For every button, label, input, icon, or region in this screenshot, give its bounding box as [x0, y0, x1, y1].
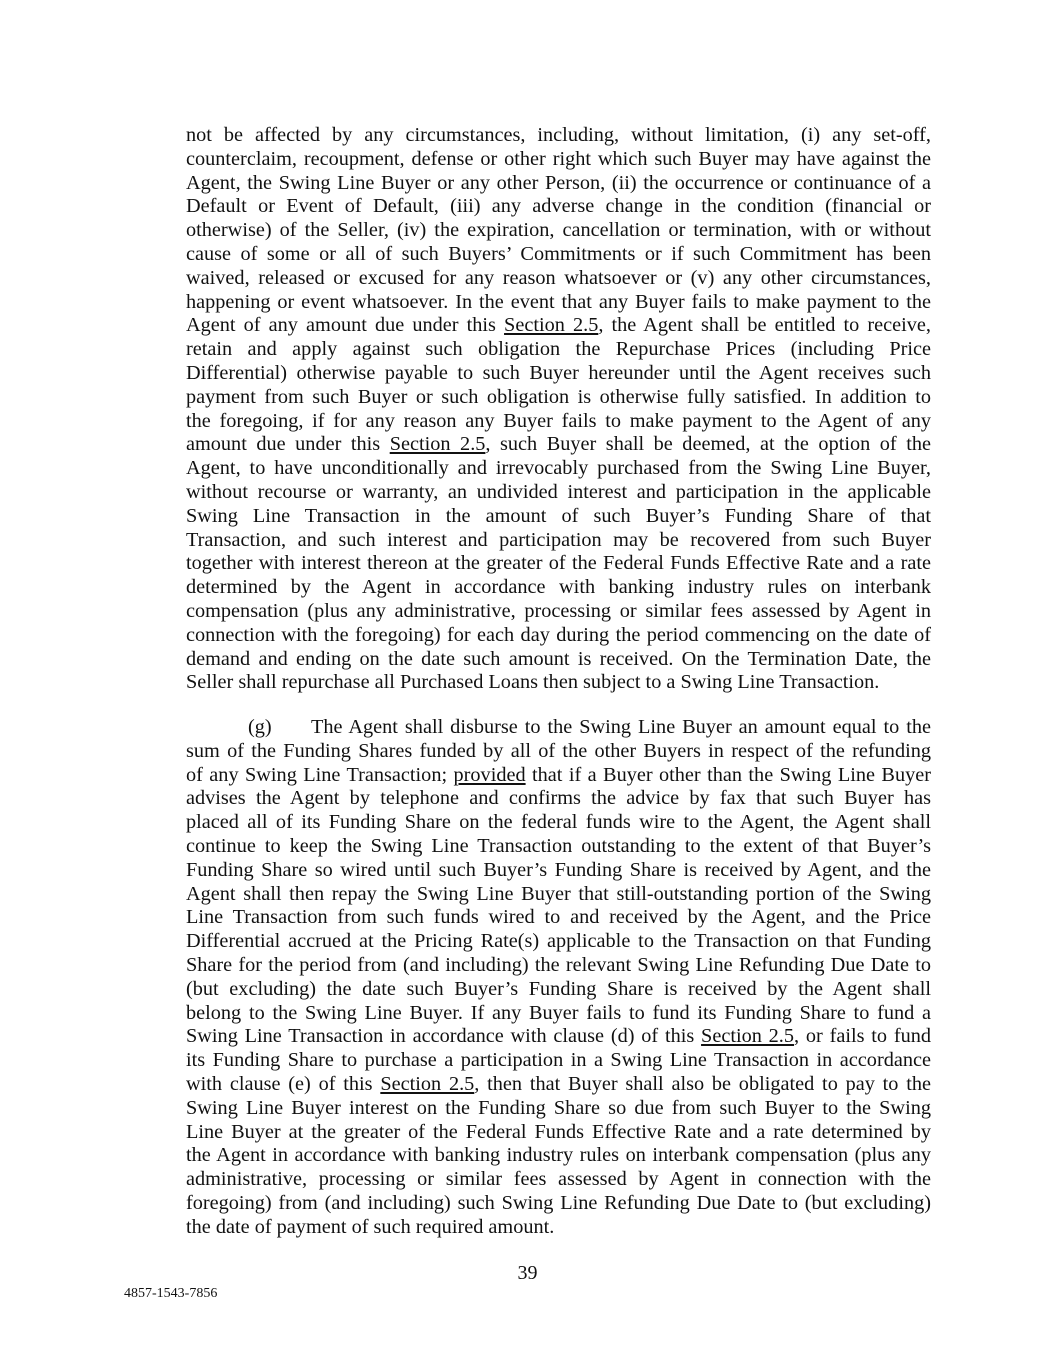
text-segment: administrative, processing or similar fees assessed by Agent in connection with the	[186, 1168, 931, 1191]
text-segment: Line Transaction from such funds wired to and received by the Agent, and the Price	[186, 906, 931, 929]
page-number: 39	[517, 1262, 538, 1284]
text-line	[186, 600, 931, 624]
text-line	[186, 859, 931, 883]
text-segment: of any Swing Line Transaction;	[186, 763, 454, 786]
text-segment: the date of payment of such required amount.	[186, 1215, 555, 1238]
text-segment: the Agent in accordance with banking industry rules on interbank compensation (plus any	[186, 1144, 931, 1167]
text-line	[186, 267, 931, 291]
text-line	[186, 787, 931, 811]
text-segment: not be affected by any circumstances, including, without limitation, (i) any set-off,	[186, 124, 931, 146]
text-segment: foregoing) from (and including) such Swing Line Refunding Due Date to (but excluding)	[186, 1191, 931, 1214]
text-segment: retain and apply against such obligation the Repurchase Prices (including Price	[186, 338, 931, 361]
text-line	[186, 906, 931, 930]
text-line	[186, 433, 931, 457]
text-segment: Swing Line Transaction in the amount of such Buyer’s Funding Share of that	[186, 504, 931, 527]
text-segment: together with interest thereon at the greater of the Federal Funds Effective Rate and a rate	[186, 552, 931, 575]
text-segment: belong to the Swing Line Buyer. If any Buyer fails to fund its Funding Share to fund a	[186, 1001, 931, 1024]
text-line	[186, 172, 931, 196]
text-segment: happening or event whatsoever. In the event that any Buyer fails to make payment to the	[186, 290, 931, 313]
text-segment: Line Buyer at the greater of the Federal Funds Effective Rate and a rate determined by	[186, 1120, 931, 1143]
text-segment: amount due under this	[186, 433, 390, 456]
text-line	[186, 624, 931, 648]
text-line	[186, 481, 931, 505]
text-line	[186, 529, 931, 553]
text-line	[186, 457, 931, 481]
text-line	[186, 1002, 931, 1026]
text-line	[186, 243, 931, 267]
text-segment: Share for the period from (and including) the relevant Swing Line Refunding Due Date to	[186, 953, 931, 976]
text-line	[186, 1049, 931, 1073]
text-segment: Seller shall repurchase all Purchased Loans then subject to a Swing Line Transaction.	[186, 671, 880, 694]
text-line	[186, 1144, 931, 1168]
text-segment: without recourse or warranty, an undivided interest and participation in the applicable	[186, 480, 931, 503]
text-line	[186, 386, 931, 410]
text-segment: Agent shall then repay the Swing Line Buyer that still-outstanding portion of the Swing	[186, 882, 931, 905]
section-reference: Section 2.5	[504, 314, 599, 337]
text-line	[186, 1192, 931, 1216]
paragraph-continuation	[186, 124, 931, 695]
text-segment: connection with the foregoing) for each day during the period commencing on the date of	[186, 623, 931, 646]
text-line	[186, 883, 931, 907]
text-segment: compensation (plus any administrative, processing or similar fees assessed by Agent in	[186, 599, 931, 622]
text-segment: placed all of its Funding Share on the federal funds wire to the Agent, the Agent shall	[186, 811, 931, 834]
text-segment: , such Buyer shall be deemed, at the option of the	[485, 433, 931, 456]
text-segment: Agent, the Swing Line Buyer or any other Person, (ii) the occurrence or continuance of a	[186, 171, 931, 194]
clause-label: (g)	[248, 716, 272, 738]
text-segment: cause of some or all of such Buyers’ Commitments or if such Commitment has been	[186, 242, 931, 265]
document-id: 4857-1543-7856	[124, 1286, 218, 1301]
text-line	[186, 1025, 931, 1049]
text-line	[186, 1097, 931, 1121]
text-segment: Differential) otherwise payable to such Buyer hereunder until the Agent receives such	[186, 361, 931, 384]
text-segment: , or fails to fund	[794, 1025, 932, 1048]
text-line	[186, 505, 931, 529]
text-segment: Default or Event of Default, (iii) any adverse change in the condition (financial or	[186, 195, 931, 218]
text-segment: Agent, to have unconditionally and irrevocably purchased from the Swing Line Buyer,	[186, 457, 931, 480]
text-segment: with clause (e) of this	[186, 1072, 381, 1095]
text-segment: (but excluding) the date such Buyer’s Funding Share is received by the Agent shall	[186, 977, 931, 1000]
text-segment: The Agent shall disburse to the Swing Line Buyer an amount equal to the	[311, 716, 931, 738]
text-segment: , then that Buyer shall also be obligated to pay to the	[474, 1072, 931, 1095]
text-segment: payment from such Buyer or such obligation is otherwise fully satisfied. In addition to	[186, 385, 931, 408]
text-segment: waived, released or excused for any reason whatsoever or (v) any other circumstances,	[186, 266, 931, 289]
text-line	[186, 1073, 931, 1097]
text-line	[186, 148, 931, 172]
text-line	[186, 1121, 931, 1145]
text-segment: , the Agent shall be entitled to receive,	[598, 314, 931, 337]
text-line	[186, 954, 931, 978]
text-line	[186, 576, 931, 600]
text-line	[186, 671, 931, 695]
text-segment: Transaction, and such interest and participation may be recovered from such Buyer	[186, 528, 931, 551]
text-segment: otherwise) of the Seller, (iv) the expiration, cancellation or termination, with or without	[186, 219, 931, 242]
text-line	[186, 410, 931, 434]
text-line	[186, 648, 931, 672]
section-reference: Section 2.5	[389, 433, 486, 456]
text-segment: Swing Line Buyer interest on the Funding Share so due from such Buyer to the Swing	[186, 1096, 931, 1119]
text-segment: counterclaim, recoupment, defense or other right which such Buyer may have against the	[186, 147, 931, 170]
text-line	[186, 314, 931, 338]
text-segment: Swing Line Transaction in accordance with clause (d) of this	[186, 1025, 702, 1048]
text-line	[186, 219, 931, 243]
text-segment: Agent of any amount due under this	[186, 314, 505, 337]
text-line	[186, 835, 931, 859]
text-line	[186, 552, 931, 576]
section-reference: Section 2.5	[380, 1072, 475, 1095]
text-line	[186, 1216, 931, 1240]
text-line	[186, 124, 931, 148]
text-line	[186, 740, 931, 764]
text-line	[186, 1168, 931, 1192]
text-segment: continue to keep the Swing Line Transaction outstanding to the extent of that Buyer’s	[186, 834, 931, 857]
text-segment: that if a Buyer other than the Swing Line Buyer	[525, 763, 931, 786]
section-reference: Section 2.5	[701, 1025, 795, 1048]
text-segment: Differential accrued at the Pricing Rate(s) applicable to the Transaction on that Funding	[186, 930, 931, 953]
text-segment: determined by the Agent in accordance with banking industry rules on interbank	[186, 576, 931, 599]
section-reference: provided	[453, 763, 526, 786]
paragraph-g	[186, 716, 931, 1240]
text-line	[186, 930, 931, 954]
text-line	[186, 291, 931, 315]
text-line	[186, 195, 931, 219]
text-line	[186, 978, 931, 1002]
text-line	[186, 716, 931, 740]
text-line	[186, 362, 931, 386]
text-line	[186, 811, 931, 835]
text-segment: its Funding Share to purchase a participation in a Swing Line Transaction in accordance	[186, 1049, 931, 1072]
text-segment: sum of the Funding Shares funded by all of the other Buyers in respect of the refunding	[186, 739, 931, 762]
text-segment: the foregoing, if for any reason any Buyer fails to make payment to the Agent of any	[186, 409, 931, 432]
text-line	[186, 764, 931, 788]
text-line	[186, 338, 931, 362]
text-segment: demand and ending on the date such amount is received. On the Termination Date, the	[186, 647, 931, 670]
text-segment: advises the Agent by telephone and confirms the advice by fax that such Buyer has	[186, 787, 931, 810]
text-segment: Funding Share so wired until such Buyer’s Funding Share is received by Agent, and the	[186, 858, 931, 881]
